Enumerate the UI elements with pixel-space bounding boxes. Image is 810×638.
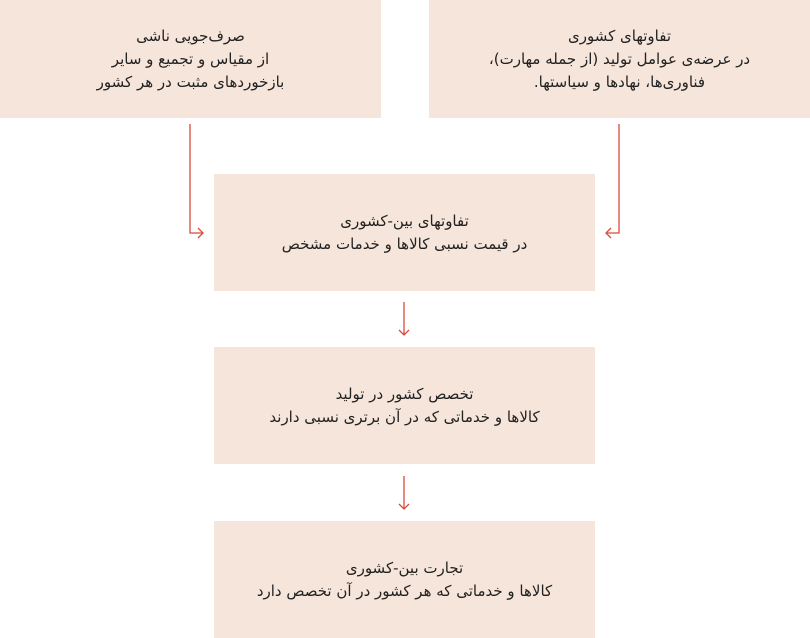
- box-country-differences-line-2: در عرضه‌ی عوامل تولید (از جمله مهارت)،: [488, 49, 751, 68]
- box-trade-line-1: تجارت بین-کشوری: [345, 558, 464, 577]
- box-specialization-line-1: تخصص کشور در تولید: [335, 384, 474, 403]
- box-positive-feedbacks-line-3: بازخوردهای مثبت در هر کشور: [96, 72, 285, 91]
- arrow-feedbacks-to-prices: [190, 124, 203, 233]
- arrow-country-to-prices: [606, 124, 619, 233]
- box-positive-feedbacks-line-2: از مقیاس و تجمیع و سایر: [111, 49, 270, 68]
- box-country-differences-line-3: فناوری‌ها، نهادها و سیاستها.: [533, 72, 706, 91]
- box-country-differences-line-1: تفاوتهای کشوری: [568, 26, 672, 45]
- box-specialization-line-2: کالاها و خدماتی که در آن برتری نسبی دارند: [269, 407, 540, 426]
- box-price-differences-line-1: تفاوتهای بین-کشوری: [340, 211, 469, 230]
- box-trade-line-2: کالاها و خدماتی که هر کشور در آن تخصص دارد: [256, 581, 553, 600]
- box-positive-feedbacks-line-1: صرف‌جویی ناشی: [136, 26, 245, 45]
- box-price-differences-line-2: در قیمت نسبی کالاها و خدمات مشخص: [281, 234, 528, 253]
